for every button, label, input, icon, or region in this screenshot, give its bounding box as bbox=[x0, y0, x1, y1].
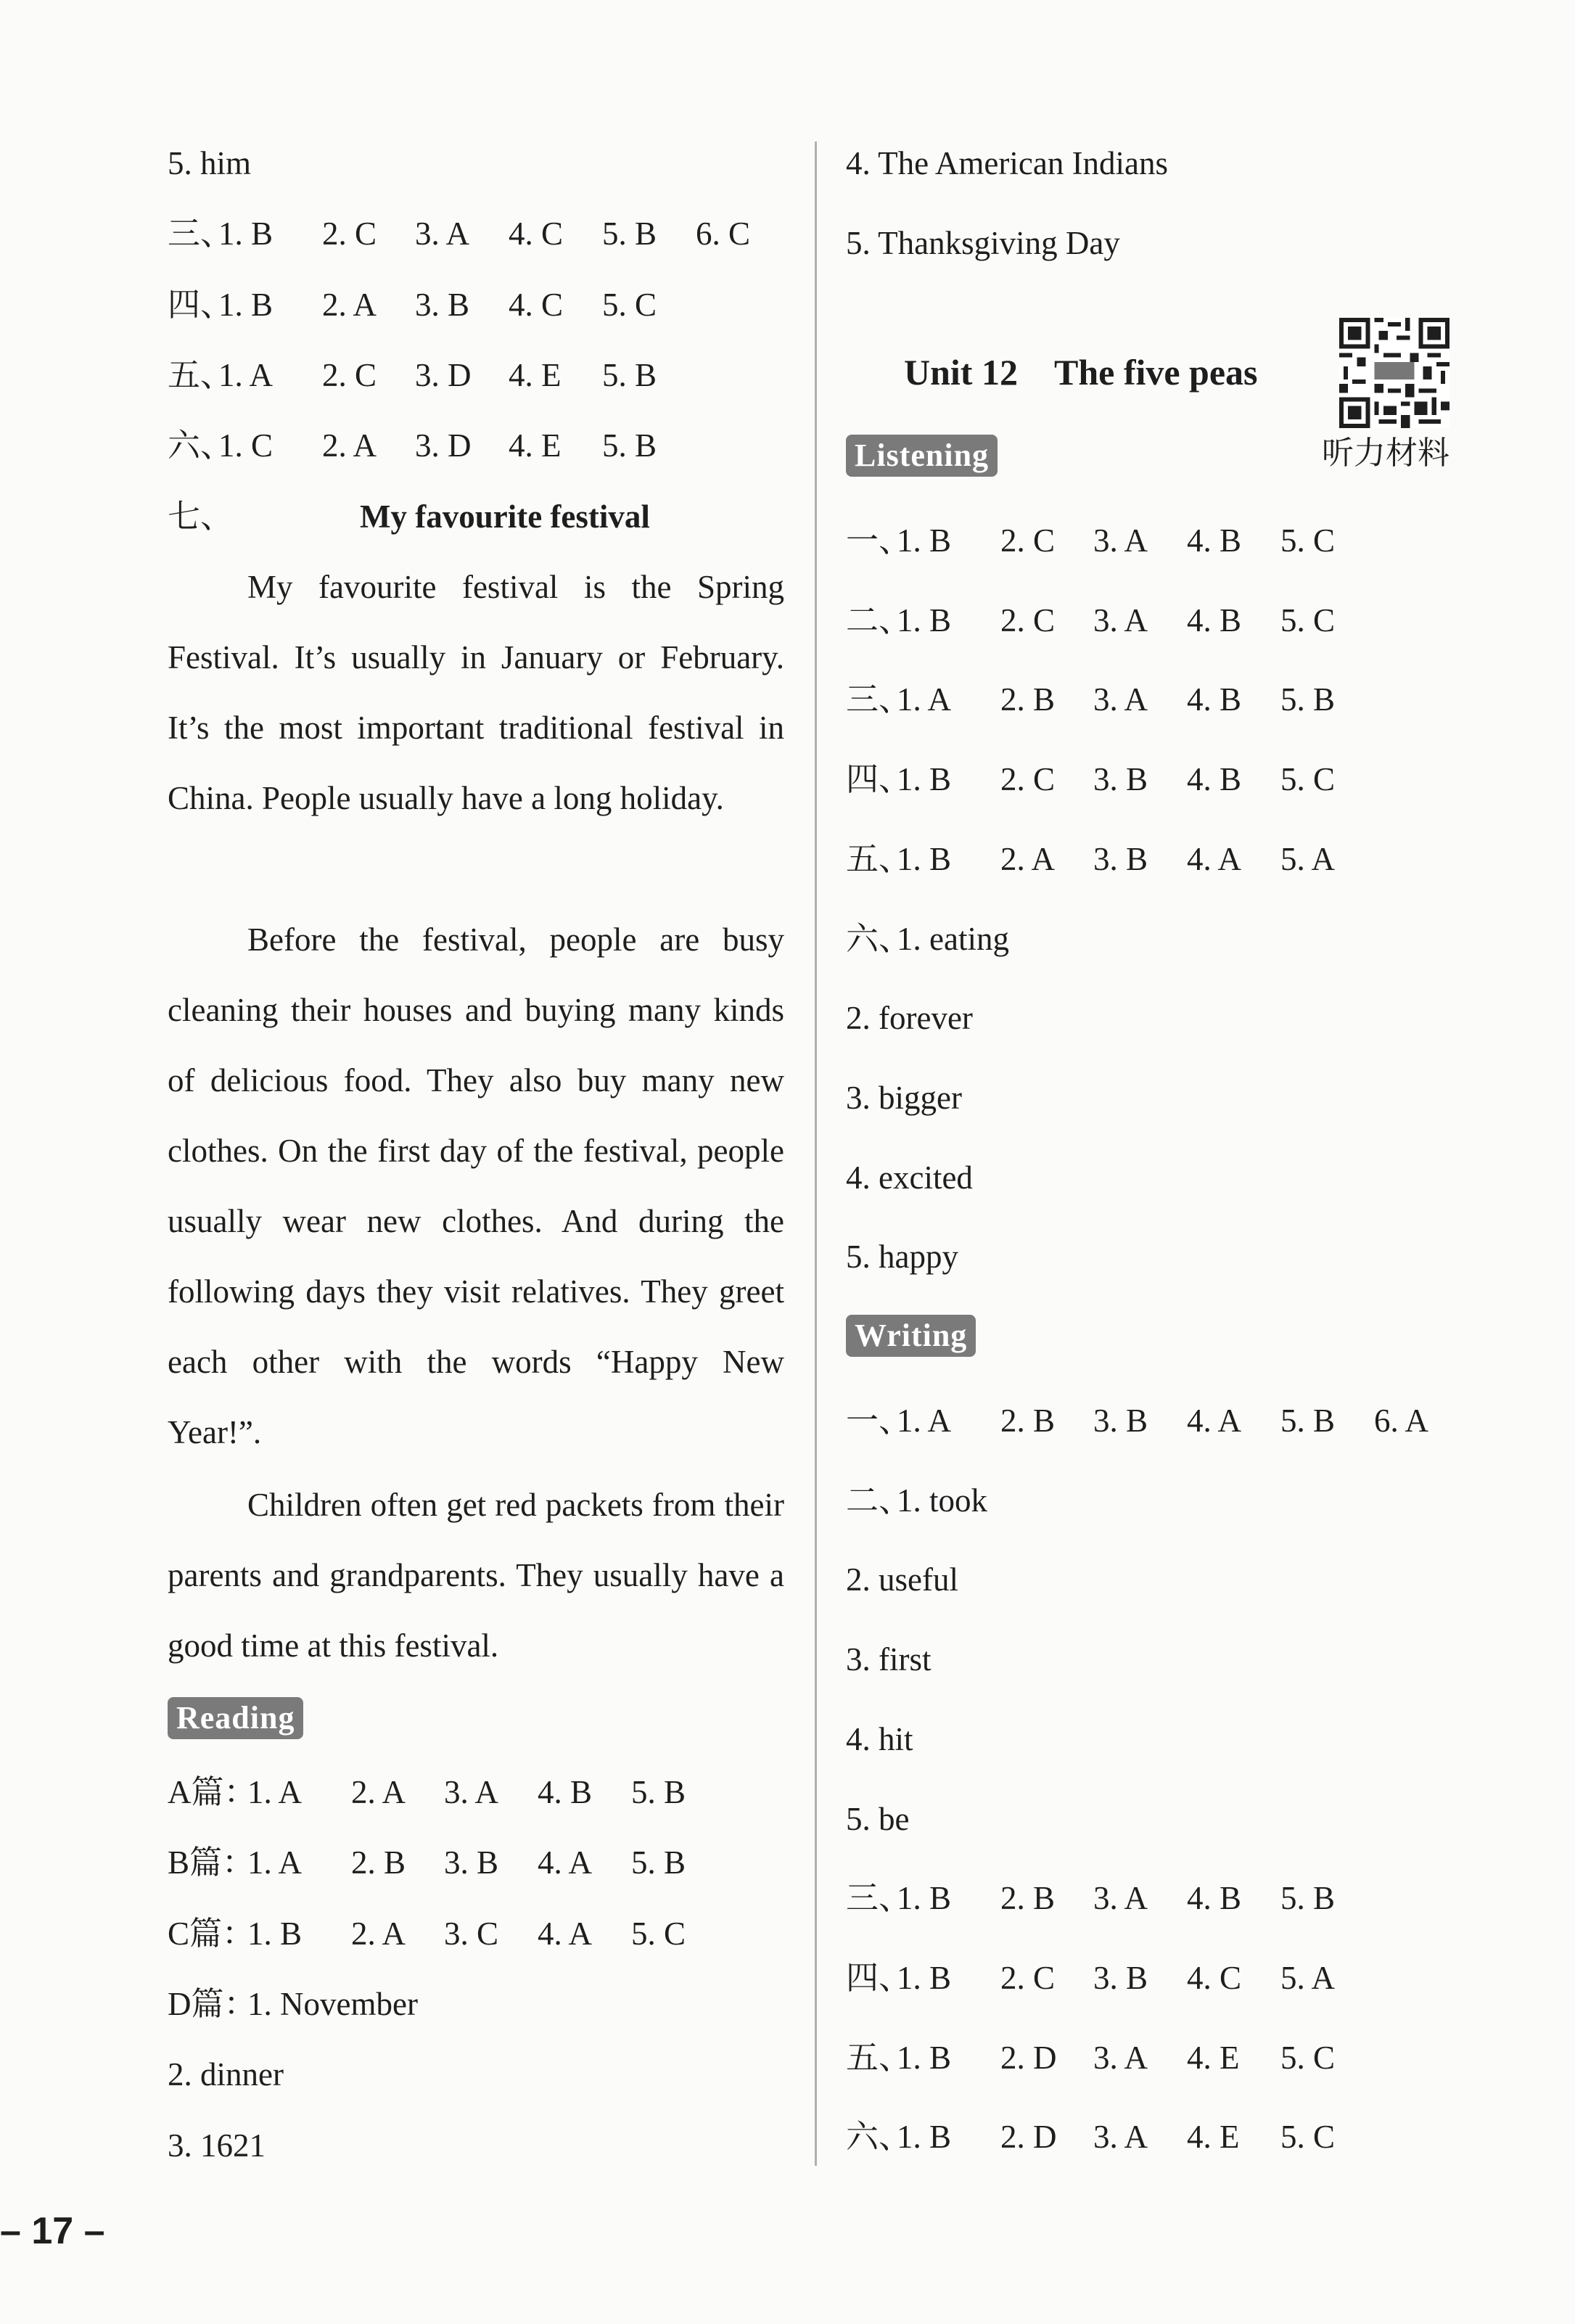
answer-item: 1. B bbox=[247, 1915, 303, 1952]
answer-item: 1. B bbox=[897, 522, 952, 559]
answer-item: 5. C bbox=[1280, 601, 1336, 639]
answer-item: 6. C bbox=[696, 215, 751, 252]
listening-section-tag: Listening bbox=[846, 435, 998, 477]
answer-text: 5. be bbox=[846, 1800, 910, 1837]
answer-item: 2. A bbox=[351, 1915, 406, 1952]
answer-item: 1. B bbox=[897, 2039, 952, 2076]
answer-text: 2. dinner bbox=[168, 2056, 284, 2093]
answer-item: 4. B bbox=[1187, 761, 1242, 798]
essay-paragraph: Children often get red packets from their parents and grandparents. They usually have a good time at this festival. bbox=[168, 1486, 784, 1664]
answer-item: 1. A bbox=[897, 681, 952, 718]
answer-item: 3. B bbox=[444, 1844, 499, 1881]
answer-item: 3. C bbox=[444, 1915, 499, 1952]
answer-item: 3. B bbox=[1093, 1403, 1148, 1439]
answer-text: 4. excited bbox=[846, 1159, 973, 1196]
answer-item: 4. E bbox=[1187, 2039, 1240, 2076]
answer-item: 4. E bbox=[509, 427, 562, 464]
answer-item: 2. C bbox=[322, 215, 377, 252]
qr-code[interactable] bbox=[1336, 318, 1452, 428]
question-number: 一、 bbox=[846, 522, 912, 559]
answer-item: 6. A bbox=[1374, 1403, 1429, 1439]
question-number: A篇： bbox=[168, 1774, 257, 1810]
answer-item: 5. A bbox=[1280, 840, 1336, 877]
question-number: D篇： bbox=[168, 1985, 257, 2022]
answer-line bbox=[846, 1076, 962, 1120]
essay-paragraph: Before the festival, people are busy cleaning their houses and buying many kinds of delicious food. They also buy many new clothes. On the first day of the festival, people usually wear new clothes. And during the following days they visit relatives. They greet each other with the words “Happy New Year!”. bbox=[168, 921, 784, 1451]
answer-text: 3. 1621 bbox=[168, 2127, 266, 2164]
answer-line bbox=[846, 1156, 973, 1199]
answer-item: 5. B bbox=[1280, 1403, 1336, 1439]
answer-item: 1. B bbox=[218, 286, 274, 323]
answer-item: 3. A bbox=[1093, 2119, 1148, 2156]
answer-item: 3. A bbox=[1093, 1880, 1148, 1917]
answer-item: 2. B bbox=[1000, 1403, 1056, 1439]
answer-item: 2. A bbox=[322, 427, 377, 464]
answer-item: 1. B bbox=[897, 840, 952, 877]
answer-item: 1. B bbox=[218, 215, 274, 252]
answer-item: 4. B bbox=[1187, 681, 1242, 718]
answer-item: 5. B bbox=[1280, 1880, 1336, 1917]
question-number: 五、 bbox=[168, 356, 234, 393]
answer-item: 2. C bbox=[1000, 761, 1056, 798]
question-number: 三、 bbox=[846, 681, 912, 718]
section-label: 七、 bbox=[168, 498, 234, 535]
answer-item: 1. B bbox=[897, 2119, 952, 2156]
answer-item: 5. B bbox=[602, 215, 657, 252]
answer-item: 3. A bbox=[1093, 2039, 1148, 2076]
answer-item: 2. B bbox=[351, 1844, 406, 1881]
answer-item: 2. C bbox=[322, 356, 377, 393]
answer-line: 5. Thanksgiving Day bbox=[846, 225, 1120, 261]
answer-text: 2. forever bbox=[846, 1000, 973, 1037]
answer-item: 2. A bbox=[1000, 840, 1056, 877]
answer-item: 3. A bbox=[415, 215, 470, 252]
answer-item: 5. B bbox=[602, 427, 657, 464]
unit-name: The five peas bbox=[1053, 352, 1258, 393]
answer-line bbox=[846, 1797, 909, 1841]
answer-item: 1. B bbox=[897, 601, 952, 639]
answer-item: 2. B bbox=[1000, 1880, 1056, 1917]
question-number: C篇： bbox=[168, 1915, 255, 1952]
question-number: 五、 bbox=[846, 2039, 912, 2076]
answer-item: 3. A bbox=[1093, 681, 1148, 718]
question-number: 六、 bbox=[168, 427, 234, 464]
qr-caption: 听力材料 bbox=[1322, 435, 1449, 472]
answer-item: 1. A bbox=[247, 1774, 303, 1810]
answer-item: 1. eating bbox=[897, 920, 1009, 957]
answer-item: 2. A bbox=[351, 1774, 406, 1810]
answer-item: 5. C bbox=[631, 1915, 686, 1952]
question-number: 三、 bbox=[168, 215, 234, 252]
question-number: 二、 bbox=[846, 601, 912, 639]
answer-item: 2. A bbox=[322, 286, 377, 323]
question-number: 六、 bbox=[846, 2119, 912, 2156]
answer-text: 3. first bbox=[846, 1641, 932, 1678]
question-number: 二、 bbox=[846, 1482, 912, 1519]
answer-item: 1. November bbox=[247, 1985, 418, 2022]
question-number: 四、 bbox=[846, 1959, 912, 1996]
answer-item: 3. A bbox=[1093, 522, 1148, 559]
answer-item: 3. B bbox=[1093, 840, 1148, 877]
question-number: 六、 bbox=[846, 920, 912, 957]
answer-item: 1. A bbox=[247, 1844, 303, 1881]
answer-item: 1. took bbox=[897, 1482, 988, 1519]
answer-item: 1. A bbox=[218, 356, 274, 393]
answer-item: 3. B bbox=[415, 286, 470, 323]
answer-item: 3. A bbox=[1093, 601, 1148, 639]
answer-item: 1. A bbox=[897, 1403, 952, 1439]
answer-item: 5. B bbox=[631, 1774, 686, 1810]
answer-item: 5. A bbox=[1280, 1959, 1336, 1996]
answer-text: 5. happy bbox=[846, 1239, 958, 1276]
question-number: 五、 bbox=[846, 840, 912, 877]
answer-item: 4. B bbox=[1187, 601, 1242, 639]
question-number: 四、 bbox=[168, 286, 234, 323]
answer-line bbox=[846, 1638, 932, 1681]
answer-item: 2. C bbox=[1000, 1959, 1056, 1996]
answer-text: 4. hit bbox=[846, 1720, 913, 1757]
answer-item: 3. B bbox=[1093, 761, 1148, 798]
answer-item: 5. B bbox=[602, 356, 657, 393]
answer-item: 1. B bbox=[897, 1880, 952, 1917]
answer-item: 5. C bbox=[1280, 2039, 1336, 2076]
answer-item: 4. C bbox=[509, 215, 564, 252]
reading-section-tag: Reading bbox=[168, 1697, 303, 1739]
answer-item: 2. D bbox=[1000, 2119, 1057, 2156]
answer-item: 5. C bbox=[1280, 761, 1336, 798]
writing-section-tag: Writing bbox=[846, 1315, 976, 1357]
unit-title bbox=[904, 347, 1258, 398]
answer-item: 2. D bbox=[1000, 2039, 1057, 2076]
question-number: 三、 bbox=[846, 1880, 912, 1917]
answer-item: 5. C bbox=[602, 286, 657, 323]
answer-item: 5. C bbox=[1280, 522, 1336, 559]
answer-item: 5. B bbox=[631, 1844, 686, 1881]
answer-item: 4. A bbox=[1187, 840, 1242, 877]
answer-item: 3. D bbox=[415, 427, 472, 464]
answer-item: 4. A bbox=[1187, 1403, 1242, 1439]
essay-title: My favourite festival bbox=[360, 498, 650, 535]
question-number: B篇： bbox=[168, 1844, 255, 1881]
answer-text: 2. useful bbox=[846, 1561, 958, 1598]
answer-item: 2. B bbox=[1000, 681, 1056, 718]
page-number: – 17 – bbox=[0, 2210, 105, 2252]
answer-item: 5. B bbox=[1280, 681, 1336, 718]
answer-line bbox=[846, 1558, 958, 1601]
answer-item: 4. B bbox=[538, 1774, 593, 1810]
answer-item: 1. B bbox=[897, 761, 952, 798]
answer-item: 3. D bbox=[415, 356, 472, 393]
answer-line bbox=[168, 141, 251, 185]
answer-text: 5. him bbox=[168, 145, 252, 181]
question-number: 四、 bbox=[846, 761, 912, 798]
answer-line bbox=[168, 2053, 284, 2096]
column-divider bbox=[815, 141, 817, 2166]
answer-item: 4. E bbox=[509, 356, 562, 393]
answer-item: 4. B bbox=[1187, 522, 1242, 559]
answer-line: 4. The American Indians bbox=[846, 145, 1169, 181]
unit-number: Unit 12 bbox=[904, 352, 1018, 393]
answer-item: 4. A bbox=[538, 1915, 593, 1952]
answer-item: 4. B bbox=[1187, 1880, 1242, 1917]
answer-item: 3. B bbox=[1093, 1959, 1148, 1996]
answer-item: 1. C bbox=[218, 427, 274, 464]
answer-item: 4. C bbox=[1187, 1959, 1242, 1996]
answer-line bbox=[846, 1717, 913, 1761]
answer-text: 3. bigger bbox=[846, 1079, 962, 1116]
answer-item: 4. E bbox=[1187, 2119, 1240, 2156]
question-number: 一、 bbox=[846, 1403, 912, 1439]
answer-item: 1. B bbox=[897, 1959, 952, 1996]
answer-item: 2. C bbox=[1000, 601, 1056, 639]
answer-item: 3. A bbox=[444, 1774, 499, 1810]
essay-paragraph: My favourite festival is the Spring Festival. It’s usually in January or February. It’s the most important traditional festival in China. People usually have a long holiday. bbox=[168, 568, 784, 816]
answer-item: 2. C bbox=[1000, 522, 1056, 559]
answer-item: 5. C bbox=[1280, 2119, 1336, 2156]
answer-line bbox=[846, 1235, 958, 1278]
answer-item: 4. A bbox=[538, 1844, 593, 1881]
answer-line bbox=[168, 2124, 266, 2167]
answer-line bbox=[846, 996, 973, 1040]
answer-item: 4. C bbox=[509, 286, 564, 323]
